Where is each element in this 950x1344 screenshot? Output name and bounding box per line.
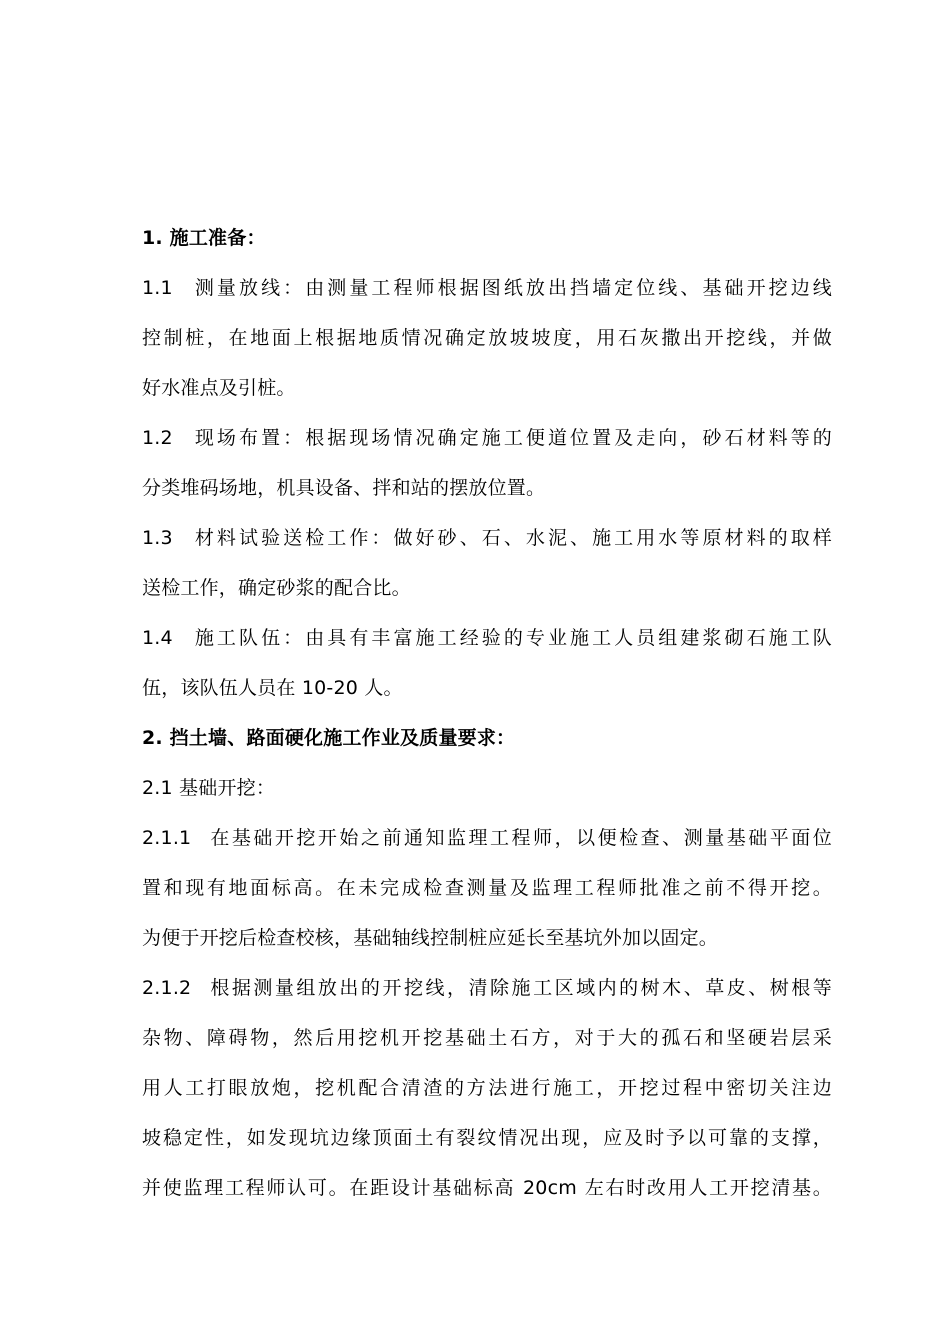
item-number: 1.1 [142,277,173,299]
item-2-1-2-line-1 [142,963,832,1013]
paragraph-text: 现场布置：根据现场情况确定施工便道位置及走向，砂石材料等的 [192,427,832,449]
section-heading-2: 2. 挡土墙、路面硬化施工作业及质量要求： [142,727,516,749]
item-1-1-line-2: 控制桩，在地面上根据地质情况确定放坡坡度，用石灰撒出开挖线，并做 [142,327,832,349]
item-1-3-line-1 [142,513,832,563]
item-1-4-line-1 [142,613,832,663]
paragraph-text: 施工队伍：由具有丰富施工经验的专业施工人员组建浆砌石施工队 [192,627,832,649]
document-body [142,213,832,1213]
item-1-1-line-3: 好水准点及引桩。 [142,377,296,399]
paragraph-text: 测量放线：由测量工程师根据图纸放出挡墙定位线、基础开挖边线 [192,277,832,299]
item-number: 1.3 [142,527,173,549]
paragraph-text: 材料试验送检工作：做好砂、石、水泥、施工用水等原材料的取样 [192,527,832,549]
item-2-1-2-line-2: 杂物、障碍物，然后用挖机开挖基础土石方，对于大的孤石和坚硬岩层采 [142,1027,832,1049]
item-number: 1.4 [142,627,173,649]
item-1-2-line-1 [142,413,832,463]
section-heading-1: 1. 施工准备： [142,227,266,249]
paragraph-text: 在基础开挖开始之前通知监理工程师，以便检查、测量基础平面位 [208,827,832,849]
item-number: 1.2 [142,427,173,449]
item-1-3-line-2: 送检工作，确定砂浆的配合比。 [142,577,411,599]
item-2-1-2-line-3: 用人工打眼放炮，挖机配合清渣的方法进行施工，开挖过程中密切关注边 [142,1077,832,1099]
item-1-1-line-1 [142,263,832,313]
item-1-4-line-2: 伍，该队伍人员在 10-20 人。 [142,677,403,699]
item-1-2-line-2: 分类堆码场地，机具设备、拌和站的摆放位置。 [142,477,546,499]
item-2-1-1-line-2: 置和现有地面标高。在未完成检查测量及监理工程师批准之前不得开挖。 [142,877,832,899]
item-2-1-1-line-3: 为便于开挖后检查校核，基础轴线控制桩应延长至基坑外加以固定。 [142,927,719,949]
item-2-1-1-line-1 [142,813,832,863]
item-number: 2.1.1 [142,827,192,849]
item-2-1-2-line-4: 坡稳定性，如发现坑边缘顶面土有裂纹情况出现，应及时予以可靠的支撑， [142,1127,832,1149]
subsection-heading-2-1: 2.1 基础开挖： [142,777,276,799]
paragraph-text: 根据测量组放出的开挖线，清除施工区域内的树木、草皮、树根等 [208,977,832,999]
item-2-1-2-line-5: 并使监理工程师认可。在距设计基础标高 20cm 左右时改用人工开挖清基。 [142,1177,832,1199]
item-number: 2.1.2 [142,977,192,999]
